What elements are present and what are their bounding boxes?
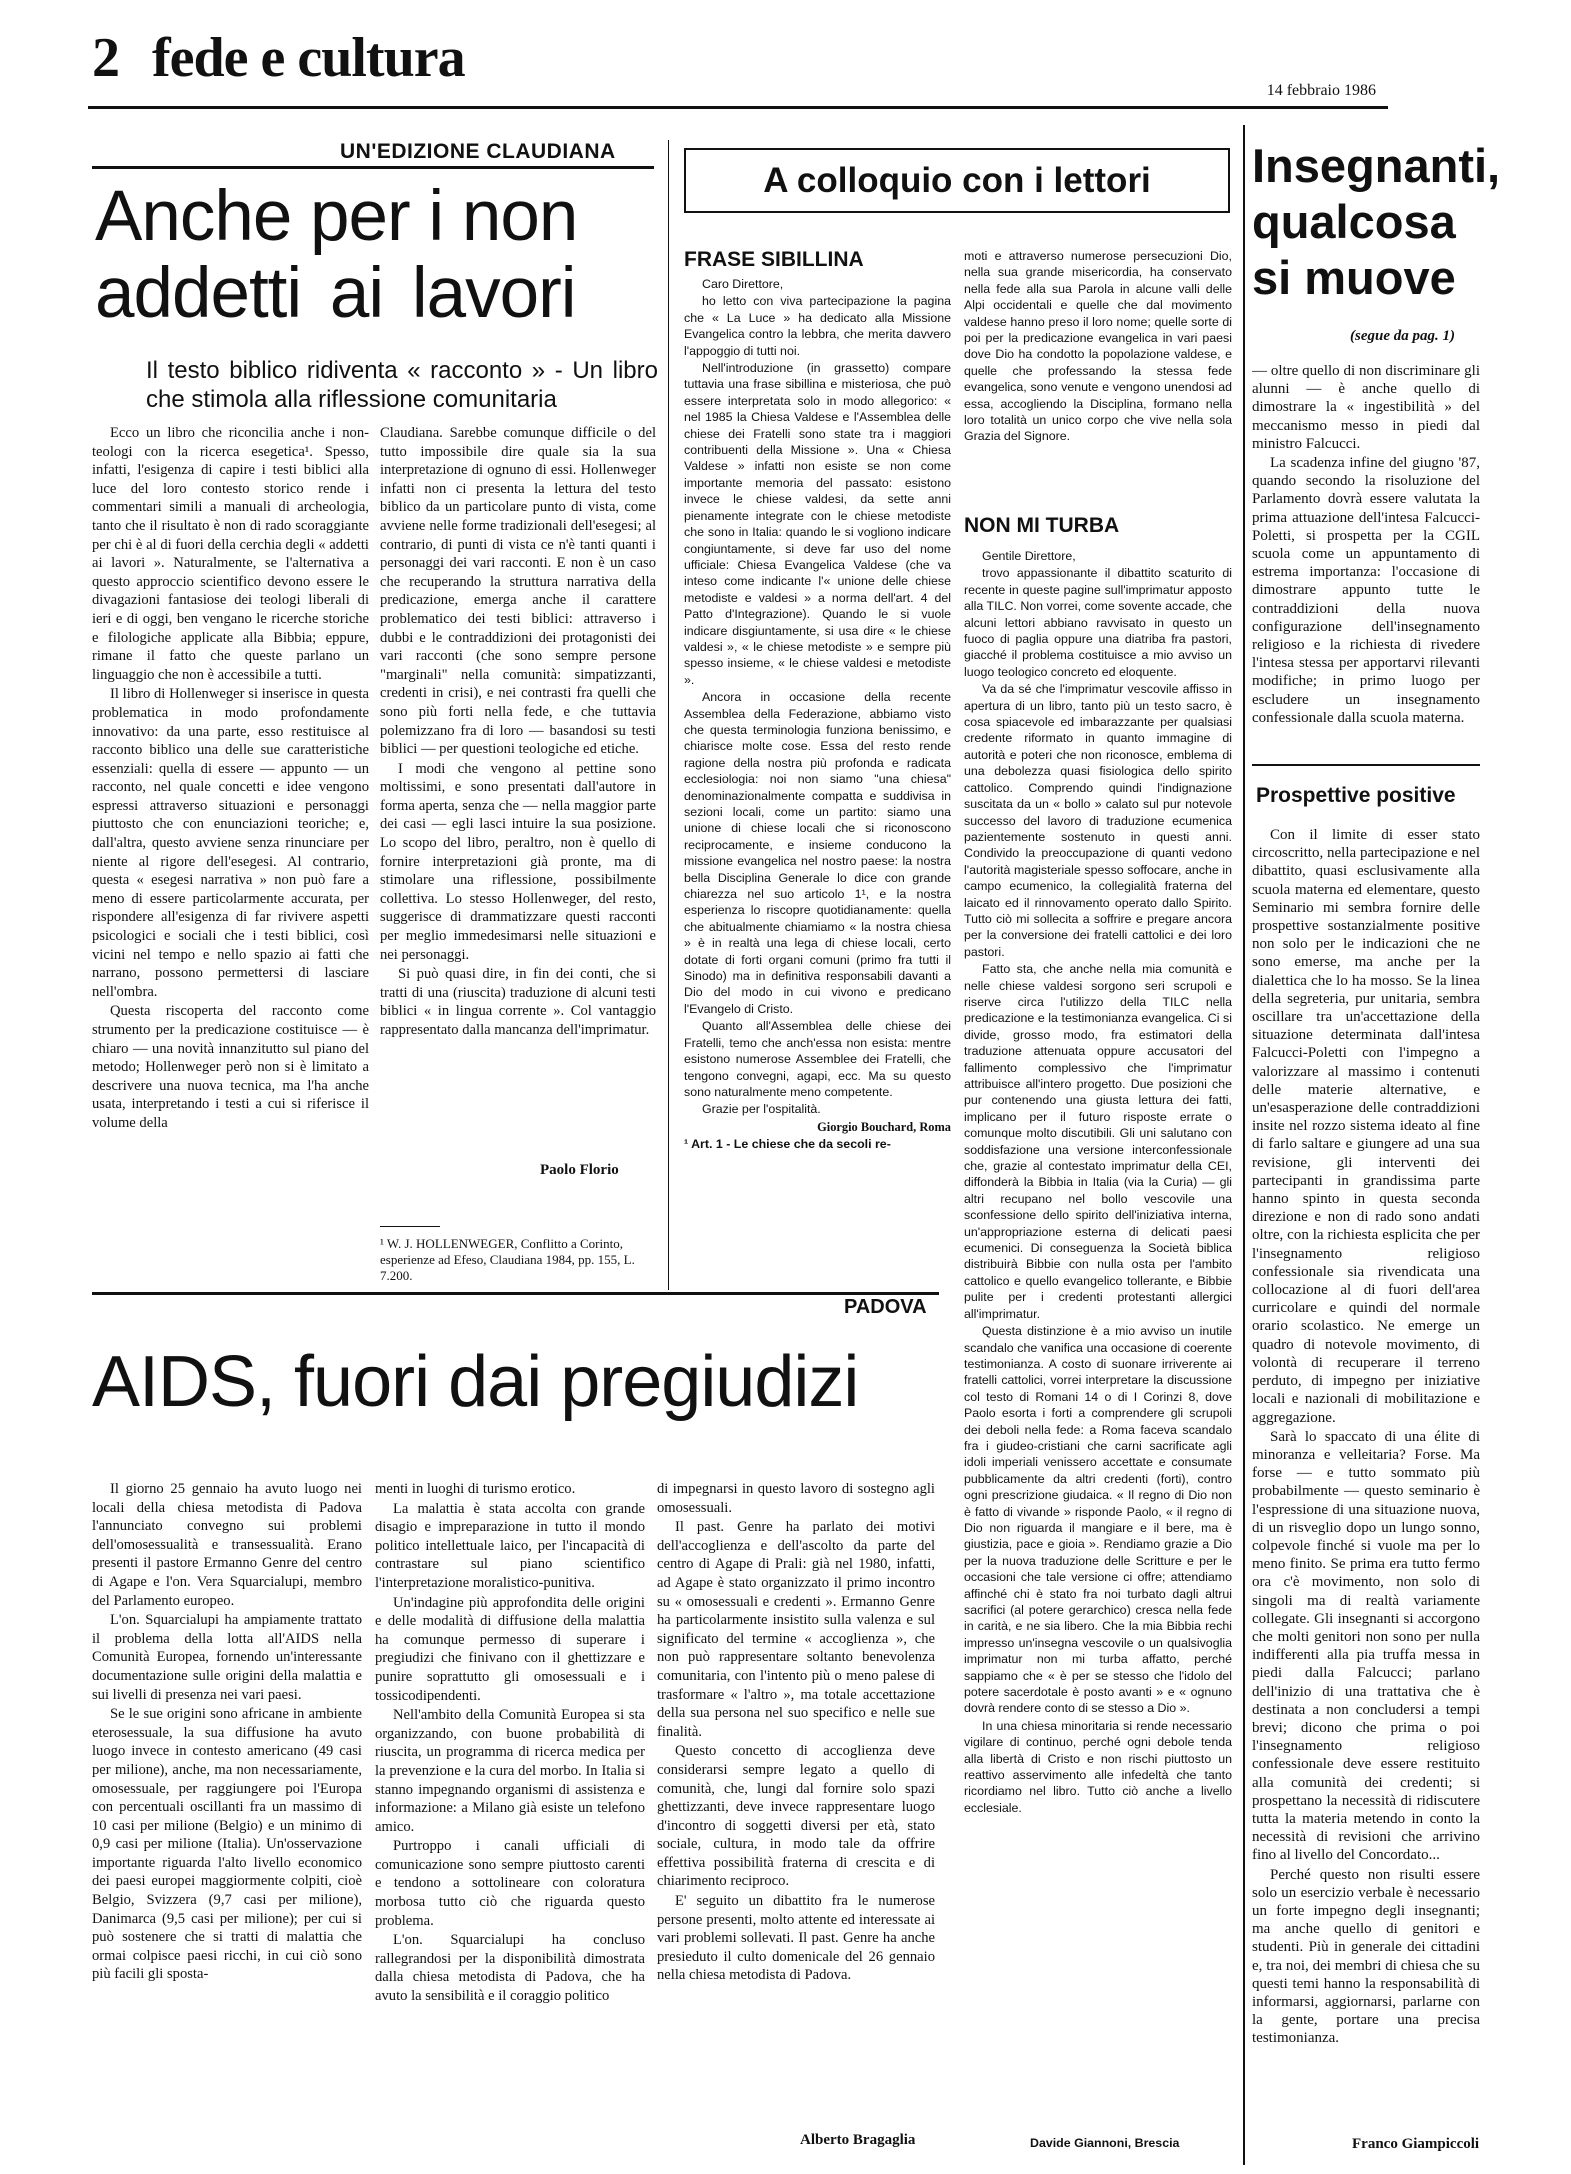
article2-top-rule <box>92 1292 939 1295</box>
article1-subtitle: Il testo biblico ridiventa « racconto » - Un libro che stimola alla riflessione comunitaria <box>146 357 658 413</box>
article3-subhead: Prospettive positive <box>1256 784 1456 807</box>
paragraph: Il giorno 25 gennaio ha avuto luogo nei locali della chiesa metodista di Padova l'annunciato convegno sui problemi dell'omosessualità e transessualità. Erano presenti il pastore Ermanno Genre del centro di Agape e l'on. Vera Squarcialupi, membro del Parlamento europeo. <box>92 1481 362 1609</box>
paragraph: L'on. Squarcialupi ha concluso rallegrandosi per la disponibilità dimostrata dalla chiesa metodista di Padova, che ha avuto la sensibilità e il coraggio politico <box>375 1932 645 2005</box>
paragraph: Si può quasi dire, in fin dei conti, che si tratti di una (riuscita) traduzione di alcuni testi biblici « in lingua corrente ». Col vantaggio rappresentato dalla mancanza dell'imprimatur. <box>380 966 656 1038</box>
article1-author: Paolo Florio <box>540 1162 619 1178</box>
paragraph: L'on. Squarcialupi ha ampiamente trattato il problema della lotta all'AIDS nella Comunità Europea, fornendo un'interessante documentazione sulle origini della malattia e sui livelli di presenza nei vari paesi. <box>92 1612 362 1703</box>
article1-footnote: ¹ W. J. HOLLENWEGER, Conflitto a Corinto, esperienze ad Efeso, Claudiana 1984, pp. 155, L. 7.200. <box>380 1236 635 1283</box>
subhead-rule <box>1252 764 1480 766</box>
paragraph: In una chiesa minoritaria si rende necessario vigilare di continuo, perché ogni debole tenda alla libertà di Cristo e non rischi piuttosto un reattivo asservimento alle infedeltà che tanto ricordiamo nel libro. Tutto ciò anche a livello ecclesiale. <box>964 1718 1232 1815</box>
article1-col2 <box>380 424 656 1224</box>
paragraph: Sarà lo spaccato di una élite di minoranza e velleitaria? Forse. Ma forse — e tutto sommato più probabilmente — questo seminario è l'espressione di una situazione nuova, di un risveglio dopo un lungo sonno, colpevole finché si vuole ma per lo meno finito. Se prima era tutto fermo ora c'è movimento, non solo di singoli ma di realtà variamente collegate. Gli insegnanti si accorgono che molti genitori non sono per nulla indifferenti alla pia truffa messa in piedi dalla Falcucci; parlano dell'inizio di una trattativa che è destinata a non concludersi a tempi brevi; dicono che prima o poi l'insegnamento religioso confessionale deve essere restituito alla comunità dei credenti; si prospettano la necessità di ridiscutere tutta la materia metendo in conto la necessità di revisioni che arrivino fino al livello del Concordato... <box>1252 1428 1480 1864</box>
paragraph: I modi che vengono al pettine sono moltissimi, e sono presentati dall'autore in forma aperta, senza che — nella maggior parte dei casi — egli lasci intuire la sua posizione. Lo scopo del libro, peraltro, non è quello di fornire interpretazioni già pronte, ma di stimolare una riflessione, possibilmente collettiva. Lo stesso Hollenweger, del resto, suggerisce di drammatizzare questi racconti per meglio immedesimarsi nelle situazioni e nei personaggi. <box>380 760 656 963</box>
article2-col3 <box>657 1480 935 2125</box>
paragraph: trovo appassionante il dibattito scaturito di recente in queste pagine sull'imprimatur apposto alla TILC. Non vorrei, come sovente accade, che alcuni lettori abbiano ravvisato in questo un fuoco di paglia oppure una diatriba fra pastori, giacché il problema costituisce a mio avviso un luogo teologico concreto ed eloquente. <box>964 566 1232 679</box>
paragraph: Un'indagine più approfondita delle origini e delle modalità di diffusione della malattia ha comunque permesso di superare i pregiudizi che finivano con il ghettizzare e punire soprattutto gli omosessuali e i tossicodipendenti. <box>375 1594 645 1704</box>
article3-author: Franco Giampiccoli <box>1352 2136 1480 2152</box>
article2-col2 <box>375 1480 645 2140</box>
paragraph: ho letto con viva partecipazione la pagina che « La Luce » ha dedicato alla Missione Evangelica contro la lebbra, che merita davvero l'appoggio di tutti noi. <box>684 294 951 358</box>
paragraph: Gentile Direttore, <box>982 549 1076 563</box>
letter1-col2 <box>964 248 1232 498</box>
paragraph: La malattia è stata accolta con grande disagio e impreparazione in tutto il mondo politico intellettuale laico, per l'incapacità di contrastare sul piano scientifico l'interpretazione moralistico-punitiva. <box>375 1500 645 1591</box>
letter2-body <box>964 548 1232 2118</box>
kicker-rule <box>92 166 654 169</box>
paragraph: — oltre quello di non discriminare gli alunni — è anche quello di dimostrare la « ingestibilità » del meccanismo messo in piedi dal ministro Falcucci. <box>1252 363 1480 452</box>
column-rule <box>1243 125 1245 2165</box>
letters-header: A colloquio con i lettori <box>763 160 1151 200</box>
letter1-title: FRASE SIBILLINA <box>684 248 864 271</box>
footnote-rule <box>380 1226 440 1227</box>
article3-continued: (segue da pag. 1) <box>1350 328 1455 344</box>
paragraph: Nell'ambito della Comunità Europea si sta organizzando, con buone probabilità di riuscita, un programma di ricerca medica per la prevenzione e la cura del morbo. In Italia si stanno impegnando organismi di assistenza e informazione: a Milano già esiste un telefono amico. <box>375 1707 645 1835</box>
paragraph: La scadenza infine del giugno '87, quando secondo la risoluzione del Parlamento dovrà essere valutata la prima attuazione dell'intesa Falcucci-Poletti, si prospetta per la CGIL scuola come un appuntamento di estrema importanza: l'occasione di dimostrare appunto tutte le contraddizioni della nuova configurazione dell'insegnamento religioso e la richiesta di rivedere l'intesa stessa per apportarvi rilevanti modifiche; in primo luogo per escludere un insegnamento confessionale dalla scuola materna. <box>1252 455 1480 726</box>
paragraph: Questa distinzione è a mio avviso un inutile scandalo che vanifica una occasione di coerente testimonianza. A costo di suonare irriverente ai fratelli cattolici, vorrei interpretare la discussione col testo di Romani 14 o di I Corinzi 8, dove Paolo esorta i forti a comprendere gli scrupoli dei deboli nella fede: a Roma faceva scandalo fra i giudeo-cristiani che carni sacrificate agli idoli imperiali venissero accettate e consumate pubblicamente da altri credenti (forti), contro ogni prescrizione giudaica. « Il regno di Dio non è fatto di vivande » risponde Paolo, « il regno di Dio non riguarda il mangiare e il bere, ma è giustizia, pace e gioia ». Rendiamo grazie a Dio per la nuova traduzione delle Scritture e per le occasioni che tale versione ci offre; attendiamo affinché chi è stato fra noi turbato dagli altrui sacrifici (al potere gerarchico) cresca nella fede in carità, e ne sia libero. Che la mia Bibbia rechi impresso un'insegna vescovile o un qualsivoglia imprimatur non mi turba affatto, perché sappiamo che « è per se stesso che l'idolo del potere sacerdotale è posto avanti » e « ognuno dovrà rendere conto di se stesso a Dio ». <box>964 1324 1232 1716</box>
section-title: fede e cultura <box>152 27 465 89</box>
letter1-col1 <box>684 276 951 1276</box>
article3-title: Insegnanti, qualcosa si muove <box>1252 139 1501 304</box>
masthead-rule <box>88 106 1388 109</box>
letter1-author: Giorgio Bouchard, Roma <box>817 1119 951 1134</box>
article1-col1 <box>92 424 369 1254</box>
paragraph: Nell'introduzione (in grassetto) compare tuttavia una frase sibillina e misteriosa, che può essere interpretata solo in modo allegorico: « nel 1985 la Chiesa Valdese e l'Assemblea delle chiese dei Fratelli sono state tra i maggiori contribuenti della Missione ». Una « Chiesa Valdese » infatti non esiste se non come importante memoria del passato: esistono invece le chiese valdesi, da sette anni pienamente integrate con le chiese metodiste che sono in Italia: quando le si vogliono indicare congiuntamente, si deve far uso del nome ufficiale: Chiesa Evangelica Valdese (che va inteso come indicante l'« unione delle chiese metodiste e valdesi » a norma dell'art. 4 del Patto d'Integrazione). Quando le si vuole indicare disgiuntamente, si usa dire « le chiese valdesi », « le chiese metodiste » e sempre più spesso insieme, « le chiese valdesi e metodiste ». <box>684 361 951 687</box>
title-line-1: Anche per i non <box>95 177 578 256</box>
page-number: 2 <box>92 27 120 89</box>
article3-body1 <box>1252 362 1480 742</box>
paragraph: E' seguito un dibattito fra le numerose persone presenti, molto attente ed interessate ai vari problemi sollevati. Il past. Genre ha anche presieduto il culto domenicale del 26 gennaio nella chiesa metodista di Padova. <box>657 1893 935 1984</box>
letter1-footnote: ¹ Art. 1 - Le chiese che da secoli re- <box>684 1137 891 1152</box>
paragraph: moti e attraverso numerose persecuzioni Dio, nella sua grande misericordia, ha conservato nella fede alla sua Parola in alcune valli delle Alpi occidentali e quelle che dal movimento valdese hanno preso il loro nome; quelle sorte di poi per la predicazione evangelica in vari paesi dove Dio ha condotto la popolazione valdese, e quelle che professando la stessa fede evangelica, sono venute e vengono unendosi ad essa, accogliendo la Disciplina, formano nella loro totalità un unico corpo che vive nella sola Grazia del Signore. <box>964 249 1232 444</box>
paragraph: Questo concetto di accoglienza deve considerarsi sempre legato a quello di comunità, che, lungi dal fornire solo spazi ghettizzanti, deve invece rappresentare luogo d'incontro di soggetti diversi per età, stato sociale, cultura, in modo tale da offrire effettiva possibilità fraterna di crescita e di chiarimento reciproco. <box>657 1743 935 1890</box>
paragraph: Con il limite di esser stato circoscritto, nella partecipazione e nel dibattito, quasi esclusivamente alla scuola materna ed elementare, questo Seminario mi sembra fornire delle prospettive sostanzialmente positive non solo per le indicazioni che ne sono emerse, ma anche per la dialettica che lo ha mosso. Se la linea della segreteria, pur unitaria, sembra oscillare tra un'accettazione della situazione determinata dall'intesa Falcucci-Poletti con l'impegno a valorizzare al massimo i contenuti delle materie alternative, e un'esasperazione delle contraddizioni insite nel rozzo sistema ideato al fine di farlo saltare e giungere ad una sua revisione, gli interventi dei partecipanti in grandissima parte hanno spinto in questa seconda direzione e non di rado sono andati oltre, con la richiesta esplicita che per l'insegnamento religioso confessionale sia rivendicata una collocazione al di fuori dell'area curricolare e quindi del normale orario scolastico. Ne emerge un quadro di notevole movimento, di volontà di recuperare il terreno perduto, di impegno per iniziative locali e nazionali di mobilitazione e aggregazione. <box>1252 827 1480 1426</box>
article2-kicker: PADOVA <box>844 1296 927 1318</box>
paragraph: Va da sé che l'imprimatur vescovile affisso in apertura di un libro, tanto più un testo sacro, è cosa spiacevole ed imbarazzante per qualsiasi credente riformato in quanto immagine di autorità e poteri che non riconosce, emblema di una debolezza quasi fisiologica dello spirito cattolico. Comprendo quindi l'indignazione suscitata da un « bollo » calato sul pur notevole successo del lavoro di traduzione ecumenica pazientemente sostenuto in questi anni. Condivido la preoccupazione di quanti vedono l'autorità magisteriale spesso soffocare, anche in campo ecumenico, la collegialità fraterna del laicato ed il rinnovamento operato dallo Spirito. Tutto ciò mi sollecita a soffrire e pregare ancora per la conversione dei fratelli cattolici e dei loro pastori. <box>964 682 1232 959</box>
paragraph: Questa riscoperta del racconto come strumento per la predicazione costituisce — è chiaro — una novità innanzitutto sul piano del metodo; Hollenweger però non si è limitato a descrivere una nuova tecnica, ma l'ha anche usata, interpretando i testi a cui si riferisce il volume della <box>92 1003 369 1131</box>
paragraph: Grazie per l'ospitalità. <box>702 1102 821 1117</box>
paragraph: Ancora in occasione della recente Assemblea della Federazione, abbiamo visto che questa terminologia funziona benissimo, e chiarisce molte cose. Essa del resto rende ragione della nostra più profonda e radicata ecclesiologia: noi non siamo "una chiesa" denominazionalmente compatta e suddivisa in sezioni locali, come un partito: siamo una unione di chiese locali che si riconoscono reciprocamente, e insieme conducono la missione evangelica nel nostro paese: la nostra bella Disciplina Generale lo dice con grande chiarezza nel suo articolo 1¹, e la nostra esperienza lo riscopre quotidianamente: quella che abitualmente chiamiamo « la nostra chiesa » è in realtà una lega di chiese locali, certo dotate di forti organi comuni (primo fra tutti il Sinodo) ma in definitiva responsabili davanti a Dio del modo in cui vivono e predicano l'Evangelo di Cristo. <box>684 690 951 1016</box>
paragraph: Caro Direttore, <box>702 277 784 291</box>
letter2-title: NON MI TURBA <box>964 514 1120 537</box>
paragraph: Claudiana. Sarebbe comunque difficile o del tutto impossibile dire quale sia la sua interpretazione di ognuno di essi. Hollenweger infatti non ci presenta la lettura del testo biblico da un particolare punto di vista, come avviene nelle forme tradizionali dell'esegesi; al contrario, di punti di vista ce n'è tanti quanti i personaggi dei vari racconti. E non è un caso che recuperando la struttura narrativa della predicazione, emerga anche il carattere problematico dei testi biblici: attraverso i dubbi e le contraddizioni dei protagonisti dei vari racconti (che sono sempre persone "marginali" nella comunità: simpatizzanti, credenti in crisi), e nei contrasti fra quelli che sono più forti nella fede, e che tuttavia polemizzano fra di loro — basandosi su testi biblici — per questioni teologiche ed etiche. <box>380 425 656 758</box>
paragraph: Il past. Genre ha parlato dei motivi dell'accoglienza e dell'ascolto da parte del centro di Agape di Prali: già nel 1980, infatti, ad Agape è stato organizzato il primo incontro su « omosessuali e credenti ». Ermanno Genre ha particolarmente insistito sulla valenza e sul significato del termine « accoglienza », che non può rappresentare soltanto benevolenza comunitaria, con l'intento più o meno palese di trasformare « l'altro », ma totale accettazione della sua persona nel suo specifico e nelle sue finalità. <box>657 1519 935 1740</box>
paragraph: di impegnarsi in questo lavoro di sostegno agli omosessuali. <box>657 1481 935 1516</box>
paragraph: menti in luoghi di turismo erotico. <box>375 1481 576 1497</box>
letter2-author: Davide Giannoni, Brescia <box>1030 2136 1180 2150</box>
issue-date: 14 febbraio 1986 <box>1266 82 1376 99</box>
article2-author: Alberto Bragaglia <box>800 2132 916 2148</box>
paragraph: Il libro di Hollenweger si inserisce in questa problematica in modo profondamente innovativo: da una parte, esso restituisce al racconto biblico una delle sue caratteristiche essenziali: quella di essere — appunto — un racconto, nel quale concetti e idee vengono espressi attraverso situazioni e personaggi piuttosto che con enunciazioni teoriche; e, dall'altra, questo avviene senza rinunciare per niente al rigore dell'esegesi. Al contrario, questa « esegesi narrativa » non può fare a meno di essere particolarmente accurata, per rispondere all'esigenza di far rivivere aspetti psicologici e sociali che i testi biblici, così vicini nel tempo e nello spazio ai fatti che narrano, possono permettersi di lasciare nell'ombra. <box>92 686 369 1000</box>
paragraph: Se le sue origini sono africane in ambiente eterosessuale, la sua diffusione ha avuto luogo invece in contesto americano (49 casi per milione), anche, ma non necessariamente, omosessuale, per raggiungere poi l'Europa con percentuali oscillanti fra un massimo di 10 casi per milione (Belgio) e un minimo di 0,9 casi per milione (Italia). Un'osservazione importante riguarda l'alto livello economico dei paesi europei maggiormente colpiti, cioè Belgio, Svizzera (9,7 casi per milione), Danimarca (9,5 casi per milione); per cui si può sostenere che si tratti di malattia che ormai colpisce paesi ricchi, in cui ciò sono più facili gli sposta- <box>92 1706 362 1983</box>
column-rule <box>668 140 669 1290</box>
paragraph: Perché questo non risulti essere solo un esercizio verbale è necessario un forte impegno degli insegnanti; ma anche quello di genitori e studenti. Più in generale dei cittadini e, tra noi, dei membri di chiesa che su questi temi hanno la responsabilità di informarsi, aggiornarsi, parlarne con la gente, portare una precisa testimonianza. <box>1252 1866 1480 2047</box>
article2-col1 <box>92 1480 362 2140</box>
title-line-2: addetti ai lavori <box>95 254 576 333</box>
article3-body2 <box>1252 826 1480 2126</box>
paragraph: Fatto sta, che anche nella mia comunità e nelle chiese valdesi sorgono seri scrupoli e riserve circa l'utilizzo della TILC nella predicazione e la testimonianza evangelica. Ci si divide, grosso modo, fra estimatori della traduzione attenuata oppure accusatori del fallimento complessivo che l'imprimatur attribuisce all'intero progetto. Due posizioni che pur contenendo una giusta lettura dei fatti, implicano per il futuro risposte errate o comunque molto discutibili. Gli uni salutano con soddisfazione una versione interconfessionale che, grazie al contestato imprimatur della CEI, diffonderà la Bibbia in Italia (via la Curia) — gli altri recupano nel bollo vescovile una sconfessione dello spirito dell'iniziativa interna, un'appropriazione esterna di delicati paesi ecumenici. Di conseguenza la Società biblica distribuirà Bibbie con nulla osta per l'ambito cattolico e quello evangelico tollerante, e Bibbie pulite per i credenti protestanti allergici all'imprimatur. <box>964 962 1232 1321</box>
paragraph: Purtroppo i canali ufficiali di comunicazione sono sempre piuttosto carenti e tendono a sottolineare con coloratura morbosa tutto ciò che riguarda questo problema. <box>375 1838 645 1929</box>
paragraph: Ecco un libro che riconcilia anche i non-teologi con la ricerca esegetica¹. Spesso, infatti, l'esigenza di capire i testi biblici alla luce del loro contesto storico rende i commentari simili a manuali di archeologia, tanto che il risultato è non di rado scoraggiante per chi è al di fuori della cerchia degli « addetti ai lavori ». Naturalmente, se l'alternativa a questo approccio scientifico devono essere le divagazioni fantasiose dei teologi liberali di ieri e di oggi, ben vengano le ricerche storiche e filologiche applicate alla Bibbia; eppure, rimane il fatto che queste parlano un linguaggio che non è accessibile a tutti. <box>92 425 369 683</box>
letters-header-box <box>684 148 1230 213</box>
article1-kicker: UN'EDIZIONE CLAUDIANA <box>340 140 616 163</box>
paragraph: Quanto all'Assemblea delle chiese dei Fratelli, temo che anch'essa non esista: mentre esistono numerose Assemblee dei Fratelli, che tengono convegni, agapi, ecc. Ma su questo sono naturalmente meno competente. <box>684 1019 951 1099</box>
article1-title <box>95 178 665 332</box>
article2-title: AIDS, fuori dai pregiudizi <box>92 1342 859 1422</box>
